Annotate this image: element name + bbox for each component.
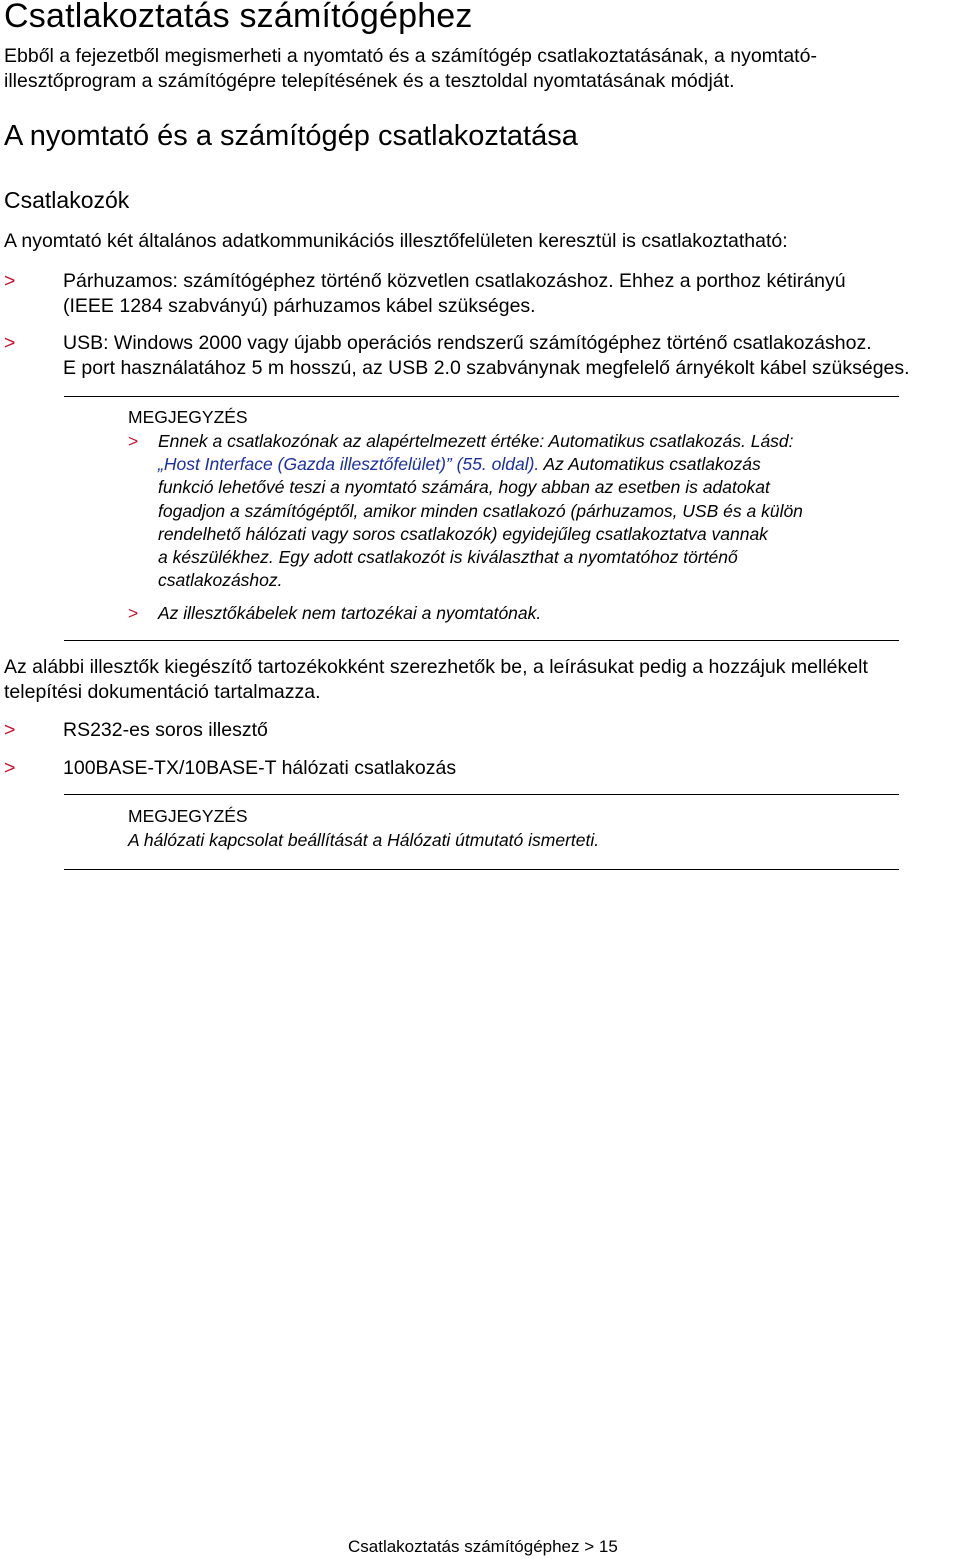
list-item-text: 100BASE-TX/10BASE-T hálózati csatlakozás [63,757,457,779]
note-divider-top [64,794,899,795]
bullet-marker: > [4,719,16,741]
note-divider-bottom [64,869,899,870]
page-footer: Csatlakoztatás számítógéphez > 15 [348,1537,618,1556]
note-line [158,453,888,476]
note-title: MEGJEGYZÉS [128,806,248,826]
note-list-item-text: Az illesztőkábelek nem tartozékai a nyomtatónak. [158,603,542,623]
note-divider-top [64,396,899,397]
chapter-title: Csatlakoztatás számítógéphez [4,0,473,35]
chapter-intro-line: Ebből a fejezetből megismerheti a nyomtató és a számítógép csatlakoztatásának, a nyomtató- [4,45,817,67]
list-item-line: (IEEE 1284 szabványú) párhuzamos kábel szükséges. [63,295,536,317]
host-interface-link[interactable]: „Host Interface (Gazda illesztőfelület)” (55. oldal). [158,454,540,475]
note-line: funkció lehetővé teszi a nyomtató számára, hogy abban az esetben is adatokat [158,477,770,498]
note-divider-bottom [64,640,899,641]
list-item-text [63,331,953,381]
note-title: MEGJEGYZÉS [128,407,248,427]
list-item-text [63,269,953,319]
section-title: A nyomtató és a számítógép csatlakoztatása [4,120,578,152]
subsection-title: Csatlakozók [4,187,130,213]
paragraph-line: Az alábbi illesztők kiegészítő tartozékokként szerezhetők be, a leírásukat pedig a hozzájuk mellékelt [4,656,868,678]
list-item-line: Párhuzamos: számítógéphez történő közvetlen csatlakozáshoz. Ehhez a porthoz kétirányú [63,270,846,292]
list-item-line: USB: Windows 2000 vagy újabb operációs rendszerű számítógéphez történő csatlakozáshoz. [63,332,872,354]
chapter-intro [4,44,954,94]
optional-interfaces-intro [4,655,954,705]
note-line: fogadjon a számítógéptől, amikor minden csatlakozó (párhuzamos, USB és a külön [158,500,803,521]
note-list-item-text [158,430,888,592]
bullet-marker: > [4,757,16,779]
note-line: csatlakozáshoz. [158,570,283,591]
list-item-text: RS232-es soros illesztő [63,719,268,741]
bullet-marker: > [128,603,139,623]
note-line: rendelhető hálózati vagy soros csatlakozók) egyidejűleg csatlakoztatva vannak [158,523,768,544]
bullet-marker: > [128,431,139,451]
note-line-rest: Az Automatikus csatlakozás [539,454,761,475]
note-text: A hálózati kapcsolat beállítását a Hálózati útmutató ismerteti. [128,830,600,850]
bullet-marker: > [4,332,16,354]
paragraph-line: telepítési dokumentáció tartalmazza. [4,681,321,703]
bullet-marker: > [4,270,16,292]
interfaces-intro: A nyomtató két általános adatkommunikációs illesztőfelületen keresztül is csatlakoztatható: [4,230,788,252]
note-line: a készülékhez. Egy adott csatlakozót is kiválaszthat a nyomtatóhoz történő [158,547,738,568]
chapter-intro-line: illesztőprogram a számítógépre telepítésének és a tesztoldal nyomtatásának módját. [4,70,735,92]
note-line: Ennek a csatlakozónak az alapértelmezett értéke: Automatikus csatlakozás. Lásd: [158,431,794,451]
list-item-line: E port használatához 5 m hosszú, az USB 2.0 szabványnak megfelelő árnyékolt kábel szükséges. [63,357,910,379]
